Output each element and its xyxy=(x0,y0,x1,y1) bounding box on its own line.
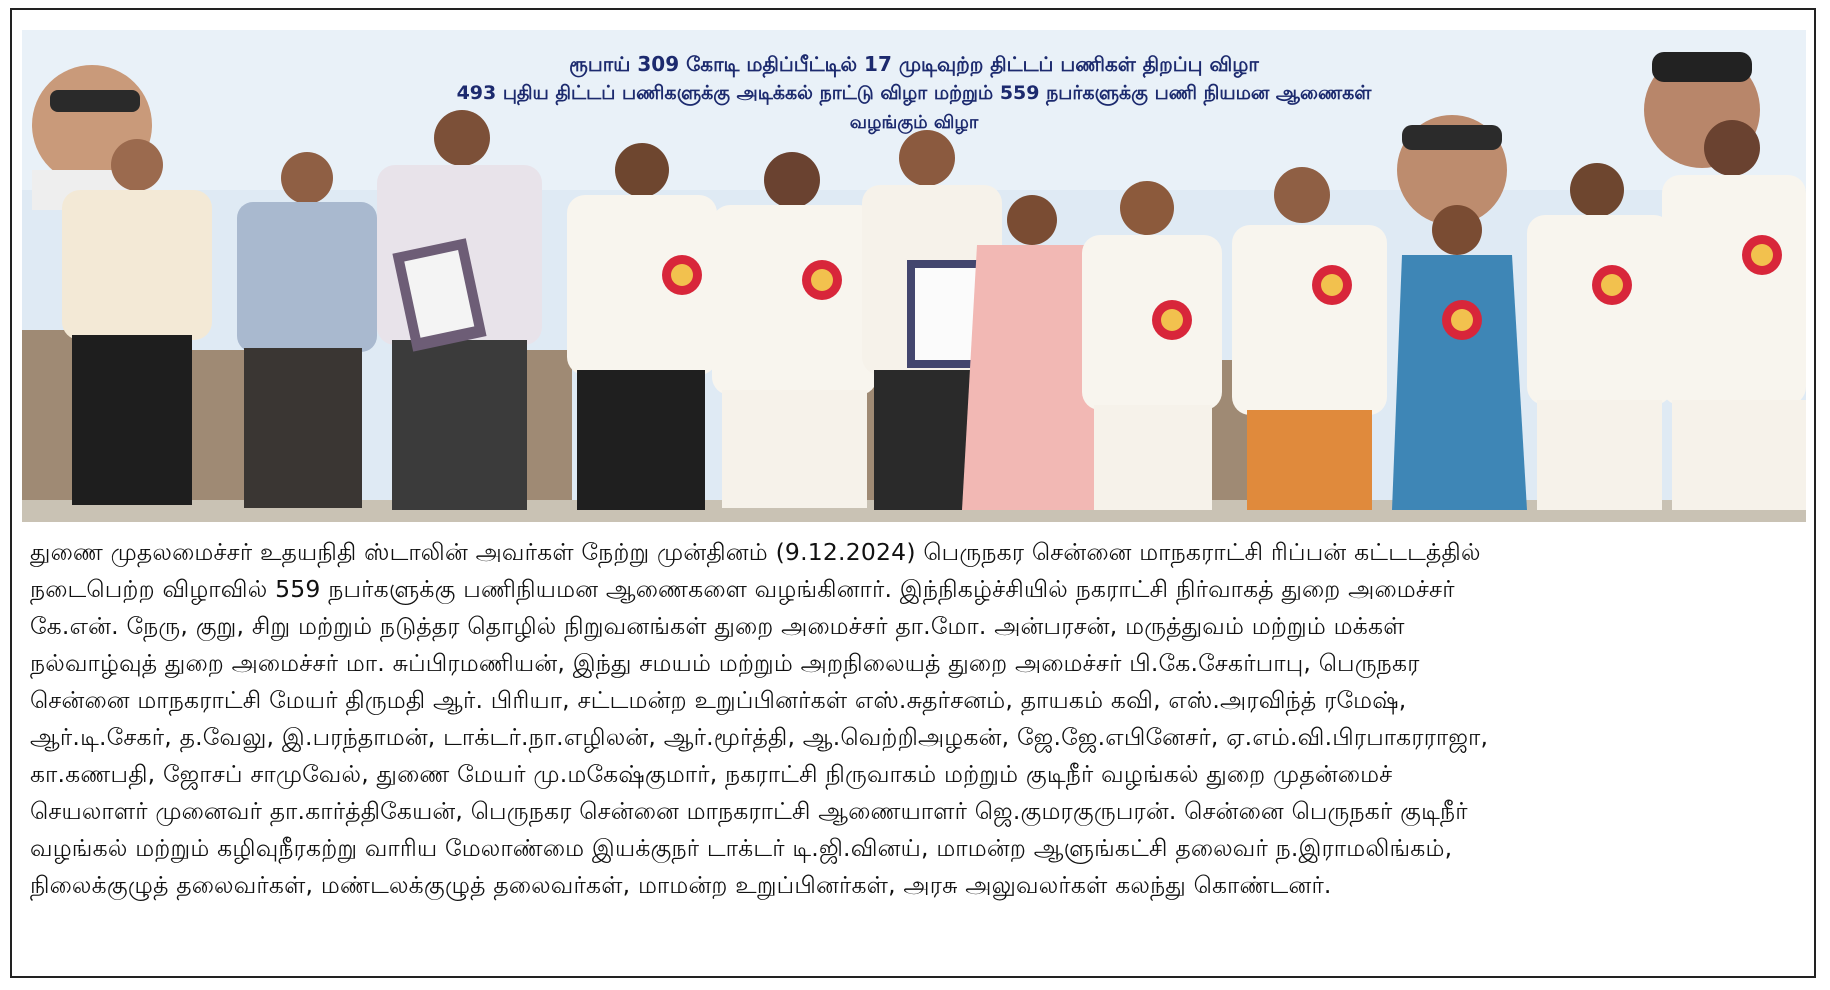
person-12 xyxy=(1662,120,1806,510)
news-clipping xyxy=(10,8,1816,978)
person-2 xyxy=(237,152,377,508)
person-1 xyxy=(62,139,212,505)
caption-line: நிலைக்குழுத் தலைவர்கள், மண்டலக்குழுத் தலைவர்கள், மாமன்ற உறுப்பினர்கள், அரசு அலுவலர்கள் கலந்து கொண்டனர். xyxy=(30,871,1332,899)
event-photo xyxy=(22,30,1806,522)
person-3 xyxy=(377,110,542,510)
banner-title-line-2: 493 புதிய திட்டப் பணிகளுக்கு அடிக்கல் நாட்டு விழா மற்றும் 559 நபர்களுக்கு பணி நியமன ஆணைகள் xyxy=(456,82,1372,104)
caption-line: நடைபெற்ற விழாவில் 559 நபர்களுக்கு பணிநியமன ஆணைகளை வழங்கினார். இந்நிகழ்ச்சியில் நகராட்சி நிர்வாகத் துறை அமைச்சர் xyxy=(30,575,1455,603)
person-5 xyxy=(712,152,877,508)
caption-line: வழங்கல் மற்றும் கழிவுநீரகற்று வாரிய மேலாண்மை இயக்குநர் டாக்டர் டி.ஜி.வினய், மாமன்ற ஆளுங்கட்சி தலைவர் ந.இராமலிங்கம், xyxy=(30,834,1453,862)
caption-line: நல்வாழ்வுத் துறை அமைச்சர் மா. சுப்பிரமணியன், இந்து சமயம் மற்றும் அறநிலையத் துறை அமைச்சர் பி.கே.சேகர்பாபு, பெருநகர xyxy=(30,649,1420,677)
article-caption xyxy=(30,534,1800,904)
caption-line: துணை முதலமைச்சர் உதயநிதி ஸ்டாலின் அவர்கள் நேற்று முன்தினம் (9.12.2024) பெருநகர சென்னை மாநகராட்சி ரிப்பன் கட்டடத்தில் xyxy=(30,538,1481,566)
caption-line: கே.என். நேரு, குறு, சிறு மற்றும் நடுத்தர தொழில் நிறுவனங்கள் துறை அமைச்சர் தா.மோ. அன்பரசன், மருத்துவம் மற்றும் மக்கள் xyxy=(30,612,1405,640)
caption-line: ஆர்.டி.சேகர், த.வேலு, இ.பரந்தாமன், டாக்டர்.நா.எழிலன், ஆர்.மூர்த்தி, ஆ.வெற்றிஅழகன், ஜே.ஜே.எபினேசர், ஏ.எம்.வி.பிரபாகரராஜா, xyxy=(30,723,1489,751)
caption-line: செயலாளர் முனைவர் தா.கார்த்திகேயன், பெருநகர சென்னை மாநகராட்சி ஆணையாளர் ஜெ.குமரகுருபரன். சென்னை பெருநகர் குடிநீர் xyxy=(30,797,1468,825)
caption-line: சென்னை மாநகராட்சி மேயர் திருமதி ஆர். பிரியா, சட்டமன்ற உறுப்பினர்கள் எஸ்.சுதர்சனம், தாயகம் கவி, எஸ்.அரவிந்த் ரமேஷ், xyxy=(30,686,1407,714)
caption-line: கா.கணபதி, ஜோசப் சாமுவேல், துணை மேயர் மு.மகேஷ்குமார், நகராட்சி நிருவாகம் மற்றும் குடிநீர் வழங்கல் துறை முதன்மைச் xyxy=(30,760,1393,788)
banner-title-line-1: ரூபாய் 309 கோடி மதிப்பீட்டில் 17 முடிவுற்ற திட்டப் பணிகள் திறப்பு விழா xyxy=(569,52,1259,76)
person-4 xyxy=(567,143,717,510)
person-11 xyxy=(1527,163,1672,510)
banner-title-line-3: வழங்கும் விழா xyxy=(849,112,979,133)
